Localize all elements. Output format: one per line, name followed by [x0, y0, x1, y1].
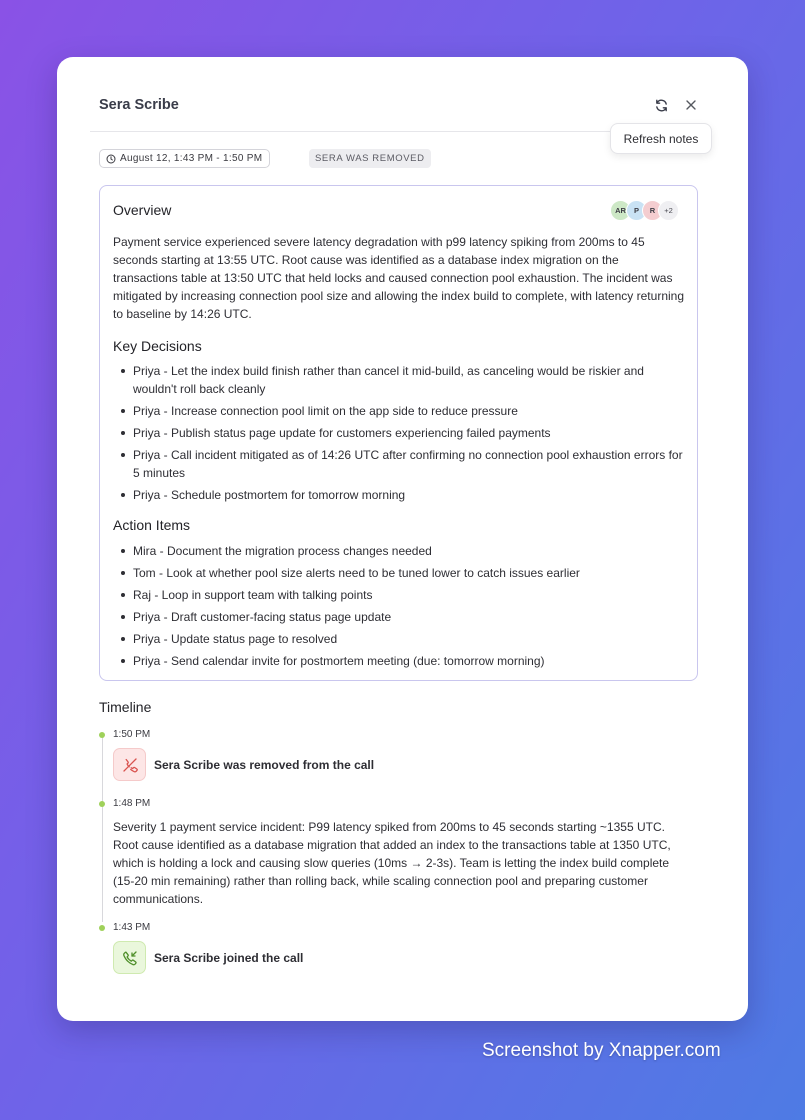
action-items-list	[113, 542, 685, 674]
overview-heading: Overview	[113, 202, 172, 218]
meeting-time-range: August 12, 1:43 PM - 1:50 PM	[120, 153, 263, 164]
sera-scribe-panel	[57, 57, 748, 1021]
list-item: Priya - Publish status page update for customers experiencing failed payments	[113, 424, 685, 442]
watermark-text: Screenshot by Xnapper.com	[482, 1040, 721, 1061]
avatar: R	[642, 200, 663, 221]
timeline-dot	[99, 801, 105, 807]
timeline-time: 1:43 PM	[113, 922, 151, 933]
list-item: Priya - Send calendar invite for postmortem meeting (due: tomorrow morning)	[113, 652, 685, 670]
refresh-notes-tooltip: Refresh notes	[610, 123, 712, 154]
phone-off-icon	[113, 748, 146, 781]
list-item: Priya - Increase connection pool limit on the app side to reduce pressure	[113, 402, 685, 420]
key-decisions-heading: Key Decisions	[113, 338, 202, 354]
more-participants-count: +2	[658, 200, 679, 221]
list-item: Priya - Let the index build finish rather than cancel it mid-build, as canceling would be riskier and wouldn't roll back cleanly	[113, 362, 685, 398]
timeline-event-label: Sera Scribe joined the call	[154, 951, 304, 965]
status-badge: SERA WAS REMOVED	[309, 149, 431, 168]
list-item: Priya - Draft customer-facing status page update	[113, 608, 685, 626]
timeline-dot	[99, 732, 105, 738]
timeline-line	[102, 735, 103, 922]
close-icon[interactable]	[681, 95, 701, 115]
avatar: AR	[610, 200, 631, 221]
panel-title: Sera Scribe	[99, 97, 179, 113]
meeting-time-chip	[99, 149, 270, 168]
timeline-time: 1:48 PM	[113, 798, 151, 809]
timeline-summary-text: Severity 1 payment service incident: P99 latency spiked from 200ms to 45 seconds starting ~1355 UTC. Root cause identified as a database migration that added an index to the transactions table at 1350 UTC, which is holding a lock and causing slow queries (10ms → 2-3s). Team is letting the index build complete (15-20 min remaining) rather than rolling back, while scaling connection pool and preparing customer communications.	[113, 820, 671, 906]
timeline-heading: Timeline	[99, 699, 152, 715]
key-decisions-list	[113, 362, 685, 508]
timeline-event-label: Sera Scribe was removed from the call	[154, 758, 375, 772]
participant-avatars[interactable]	[610, 200, 679, 221]
overview-text: Payment service experienced severe latency degradation with p99 latency spiking from 200ms to 45 seconds starting at 13:55 UTC. Root cause was identified as a database index migration on the transactions table at 13:50 UTC that held locks and caused connection pool exhaustion. The incident was mitigated by increasing connection pool size and allowing the index build to complete, with latency returning to baseline by 14:26 UTC.	[113, 235, 685, 321]
action-items-heading: Action Items	[113, 517, 191, 533]
clock-icon	[106, 154, 116, 164]
avatar: P	[626, 200, 647, 221]
phone-incoming-icon	[113, 941, 146, 974]
list-item: Mira - Document the migration process changes needed	[113, 542, 685, 560]
list-item: Priya - Schedule postmortem for tomorrow morning	[113, 486, 685, 504]
list-item: Tom - Look at whether pool size alerts need to be tuned lower to catch issues earlier	[113, 564, 685, 582]
list-item: Raj - Loop in support team with talking points	[113, 586, 685, 604]
list-item: Priya - Update status page to resolved	[113, 630, 685, 648]
list-item: Priya - Call incident mitigated as of 14:26 UTC after confirming no connection pool exhaustion errors for 5 minutes	[113, 446, 685, 482]
timeline-dot	[99, 925, 105, 931]
refresh-icon[interactable]	[651, 95, 671, 115]
meeting-notes	[99, 185, 698, 681]
timeline-time: 1:50 PM	[113, 729, 151, 740]
